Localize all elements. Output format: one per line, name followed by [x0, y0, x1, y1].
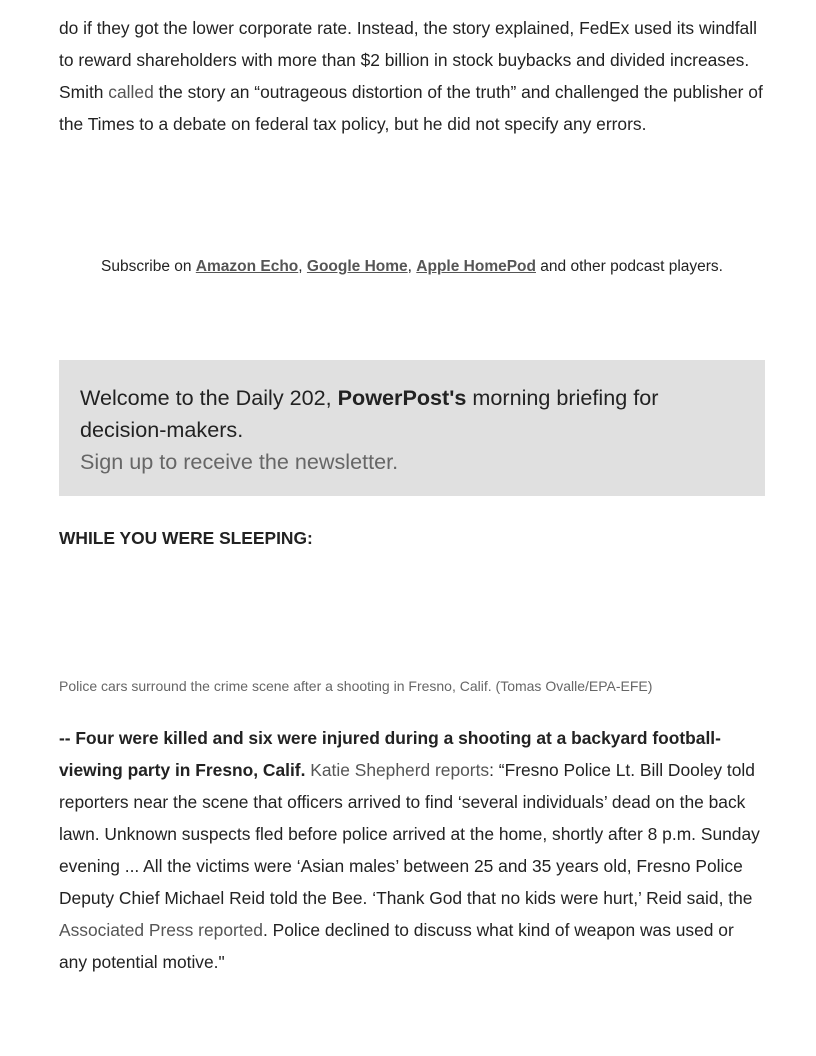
promo-brand: PowerPost's: [337, 385, 467, 410]
newsletter-promo-box: [59, 360, 765, 496]
podcast-subscribe-line: [59, 251, 765, 283]
fedex-text-a: do if they got the lower corporate rate. Instead, the story explained, FedEx used its windfall to reward shareholders with more than $2 billion in stock buybacks and divided increases. Smith: [59, 18, 757, 102]
photo-caption: Police cars surround the crime scene after a shooting in Fresno, Calif. (Tomas Ovalle/EPA-EFE): [59, 678, 653, 694]
fresno-story-paragraph: [59, 722, 765, 978]
fresno-text-b: . Police declined to discuss what kind of weapon was used or any potential motive.": [59, 920, 734, 972]
subscribe-suffix: and other podcast players.: [536, 258, 723, 275]
fedex-text-b: the story an “outrageous distortion of the truth” and challenged the publisher of the Times to a debate on federal tax policy, but he did not specify any errors.: [59, 82, 763, 134]
promo-welcome-prefix: Welcome to the Daily 202,: [80, 385, 338, 410]
subscribe-sep-2: ,: [407, 258, 417, 275]
apple-homepod-link[interactable]: Apple HomePod: [416, 258, 536, 275]
subscribe-prefix: Subscribe on: [101, 258, 196, 275]
promo-welcome-suffix: morning briefing for decision-makers.: [80, 385, 659, 442]
amazon-echo-link[interactable]: Amazon Echo: [195, 258, 299, 275]
promo-welcome-text: [80, 382, 745, 446]
katie-shepherd-link[interactable]: Katie Shepherd reports: [310, 760, 490, 780]
called-link[interactable]: called: [108, 82, 154, 102]
section-heading: WHILE YOU WERE SLEEPING:: [59, 528, 313, 548]
subscribe-sep-1: ,: [298, 258, 307, 275]
fedex-story-paragraph: [59, 12, 765, 140]
fresno-lede: -- Four were killed and six were injured during a shooting at a backyard football-viewing party in Fresno, Calif.: [59, 728, 721, 780]
fresno-text-a: : “Fresno Police Lt. Bill Dooley told reporters near the scene that officers arrived to find ‘several individuals’ dead on the back lawn. Unknown suspects fled before police arrived at the home, shortly after 8 p.m. Sunday evening ... All the victims were ‘Asian males’ between 25 and 35 years old, Fresno Police Deputy Chief Michael Reid told the Bee. ‘Thank God that no kids were hurt,’ Reid said, the: [59, 760, 760, 908]
google-home-link[interactable]: Google Home: [306, 258, 408, 275]
associated-press-link[interactable]: Associated Press reported: [59, 920, 263, 940]
newsletter-signup-link[interactable]: Sign up to receive the newsletter.: [80, 449, 399, 474]
